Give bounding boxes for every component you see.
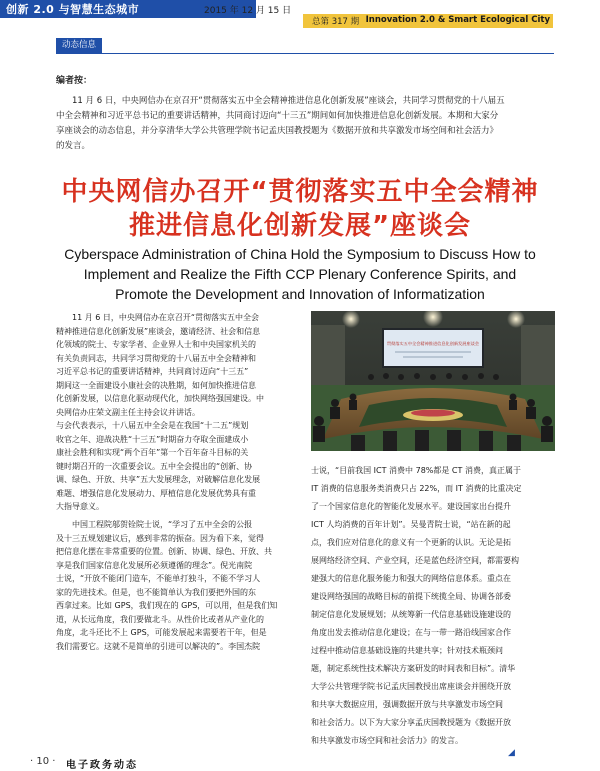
body-line: 央网信办庄荣文副主任主持会议并讲话。 [56,407,200,417]
editor-note-line: 中全会精神和习近平总书记的重要讲话精神，共同商讨迈向“十三五”期间如何加快推进信息化创新发展。本期和大家分 [56,111,499,121]
body-line: 过程中推动信息基础设施的共建共享；针对技术瓶颈问 [311,646,503,655]
editor-note-line: 11 月 6 日，中央网信办在京召开“贯彻落实五中全会精神推进信息化创新发展”座谈会，共同学习贯彻党的十八届五 [72,96,505,106]
page-number: · 10 · [30,756,56,767]
body-line: 和社会活力。以下为大家分享孟庆国教授题为《数据开放 [311,718,511,727]
body-line: 把信息化摆在非常重要的位置。创新、协调、绿色、开放、共 [56,547,272,556]
header-brand: 创新 2.0 与智慧生态城市 [6,3,140,16]
section-divider [56,53,554,54]
body-line: 西拿过来。比如 GPS，我们现在的 GPS，可以用，但是我们知 [56,601,278,610]
body-line: 题，制定系统性技术解决方案研发的时间表和目标”。清华 [311,664,516,673]
body-line: 有关负责同志，共同学习贯彻党的十八届五中全会精神和 [56,353,256,363]
header-journal-name: Innovation 2.0 & Smart Ecological City [365,15,550,25]
body-line: 家的先进技术。但是，也不能简单认为我们要把外国的东 [56,587,256,597]
body-line: 化创新发展，以信息化驱动现代化，加快网络强国建设。中 [56,394,264,403]
body-line: 大学公共管理学院书记孟庆国教授出席座谈会并围绕开放 [311,682,511,691]
body-line: 我们需要它。这就不是简单的引进可以解决的”。李国杰院 [56,641,261,651]
screen-text: 贯彻落实五中全会精神推进信息化创新发展座谈会 [386,341,480,346]
footer-logo-text: 电子政务动态 [66,760,138,771]
header-issue: 总第 317 期 [312,17,360,27]
body-line: 展网络经济空间、产业空间，还是蓝色经济空间，都需要构 [311,556,519,565]
body-line: 建强大的信息化服务能力和强大的网络信息体系。重点在 [311,574,511,583]
section-tag: 动态信息 [56,38,102,53]
body-line: 调、绿色、开放、共享”五大发展理念，对破解信息化发展 [56,475,261,484]
body-line: 道，从长远角度，我们要做北斗。从性价比或者从产业化的 [56,614,264,624]
body-line: 角度，北斗还比不上 GPS，可能发展起来需要若干年，但是 [56,628,267,637]
article-title-cn-line-2: 推进信息化创新发展”座谈会 [128,211,472,241]
body-line: 享是我们国家信息化发展所必须遵循的理念”。倪光南院 [56,560,253,570]
body-line: 及十三五规划建议后，感到非常的振奋。因为看下来，觉得 [56,533,264,543]
body-line: 难题、增强信息化发展动力、厚植信息化发展优势具有重 [56,488,256,498]
body-line: 收官之年、迎战决胜“十三五”时期奋力夺取全面建成小 [56,434,249,444]
body-line: IT 消费的信息服务类消费只占 22%，而 IT 消费的比重决定 [311,484,522,493]
article-end-mark: ◢ [508,748,515,758]
article-title-en-line-3: Promote the Development and Innovation of Informatization [115,286,485,302]
body-line: 化领域的院士、专家学者、企业界人士和中央国家机关的 [56,340,256,349]
body-line: 习近平总书记的重要讲话精神，共同商讨迈向“十三五” [56,367,249,376]
editor-note-line: 享座谈会的动态信息，并分享清华大学公共管理学院书记孟庆国教授题为《数据开放和共享激发市场空间和社会活力》 [56,126,499,136]
body-line: 角度出发去推动信息化建设；在与一带一路沿线国家合作 [311,628,511,637]
body-line: 建设网络强国的战略目标的前提下统揽全局、协调各部委 [311,592,511,601]
body-line: 士说，“开放不能闭门造车，不能单打独斗，不能不学习人 [56,574,261,583]
article-title-en-line-2: Implement and Realize the Fifth CCP Plenary Conference Spirits, and [83,266,517,282]
body-line: 士说，“目前我国 ICT 消费中 78%都是 CT 消费，真正属于 [311,466,521,475]
body-line: 与会代表表示，十八届五中全会是在我国“十二五”规划 [56,421,249,430]
body-line: 和共享大数据应用，强调数据开放与共享激发市场空间 [311,700,503,709]
body-line: 11 月 6 日，中央网信办在京召开“贯彻落实五中全会 [72,313,260,322]
body-line: 康社会胜利和实现“两个百年”第一个百年奋斗目标的关 [56,448,249,457]
body-line: 中国工程院邬贺铨院士说，“学习了五中全会的公报 [72,520,253,529]
conference-photo [311,311,555,451]
body-line: 精神推进信息化创新发展”座谈会，邀请经济、社会和信息 [56,326,261,336]
editor-note-label: 编者按： [56,76,93,86]
body-line: 制定信息化发展规划；从统筹新一代信息基础设施建设的 [311,610,511,619]
editor-note-line: 的发言。 [56,141,91,151]
body-line: ICT 人均消费的百年计划”。吴曼青院士说，“站在新的起 [311,520,511,529]
body-line: 期间这一全面建设小康社会的决胜期，如何加快推进信息 [56,380,256,390]
body-line: 键时期召开的一次重要会议。五中全会提出的“创新、协 [56,461,253,471]
article-title-en-line-1: Cyberspace Administration of China Hold the Symposium to Discuss How to [64,246,536,262]
body-line: 大指导意义。 [56,502,104,511]
body-line: 和共享激发市场空间和社会活力》的发言。 [311,736,463,745]
article-title-cn-line-1: 中央网信办召开“贯彻落实五中全会精神 [61,177,539,207]
body-line: 了一个国家信息化的智能化发展水平。建设国家出台提升 [311,502,511,511]
body-line: 点，我们应对信息化的意义有一个更新的认识。无论是拓 [311,538,511,547]
header-date: 2015 年 12 月 15 日 [204,6,292,16]
